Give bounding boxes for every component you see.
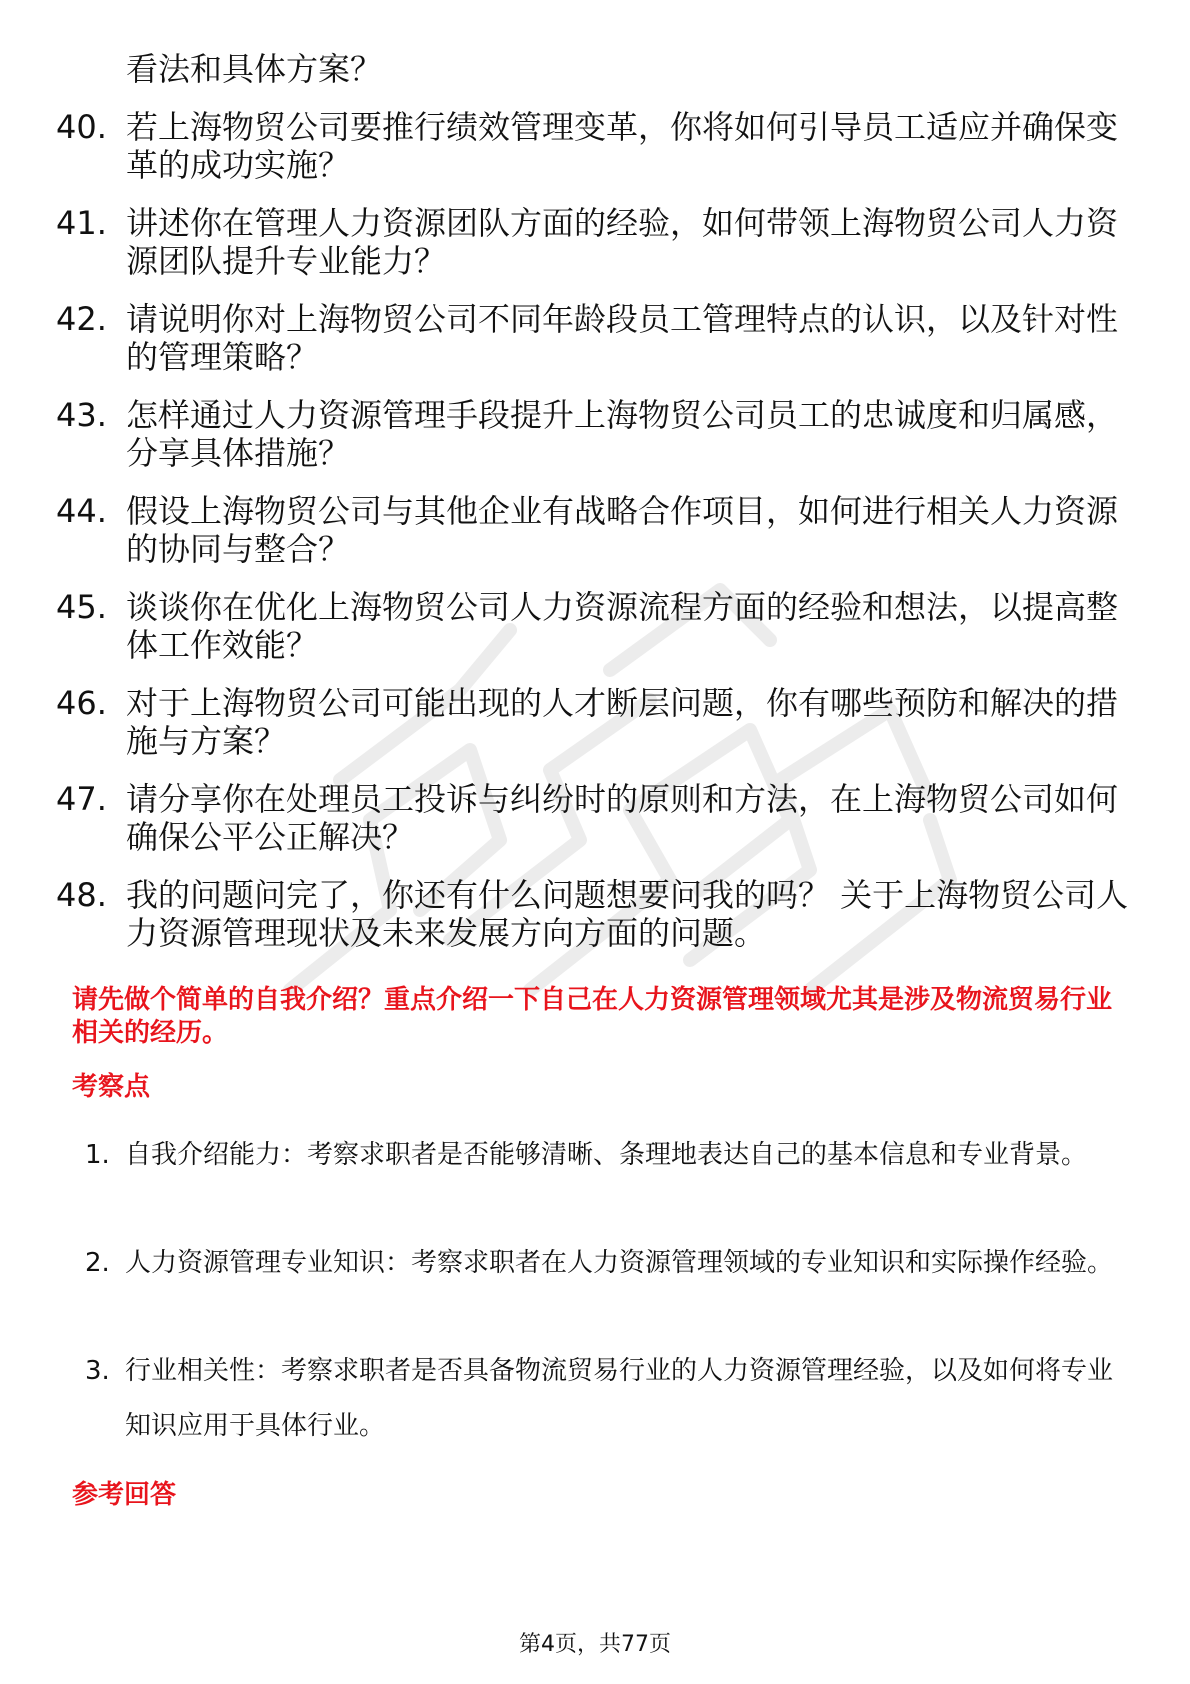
question-number: 43.	[56, 396, 107, 434]
question-number: 40.	[56, 108, 107, 146]
question-text: 谈谈你在优化上海物贸公司人力资源流程方面的经验和想法，以提高整体工作效能？	[126, 588, 1119, 664]
examine-point	[85, 1236, 1135, 1291]
page-footer: 第4页，共77页	[519, 1632, 671, 1657]
section-heading-examine: 考察点	[72, 1072, 151, 1102]
question-text: 看法和具体方案？	[126, 50, 383, 88]
question-text: 怎样通过人力资源管理手段提升上海物贸公司员工的忠诚度和归属感，分享具体措施？	[126, 396, 1119, 472]
point-text: 自我介绍能力：考察求职者是否能够清晰、条理地表达自己的基本信息和专业背景。	[125, 1140, 1088, 1170]
question-number: 48.	[56, 876, 107, 914]
question-text: 请说明你对上海物贸公司不同年龄段员工管理特点的认识，以及针对性的管理策略？	[126, 300, 1119, 376]
question-item	[56, 876, 1146, 952]
question-item	[56, 492, 1146, 568]
point-number: 3.	[85, 1356, 110, 1386]
question-number: 44.	[56, 492, 107, 530]
question-text: 若上海物贸公司要推行绩效管理变革，你将如何引导员工适应并确保变革的成功实施？	[126, 108, 1119, 184]
question-item	[56, 396, 1146, 472]
prompt-question: 请先做个简单的自我介绍？重点介绍一下自己在人力资源管理领域尤其是涉及物流贸易行业相关的经历。	[72, 985, 1113, 1048]
question-text: 请分享你在处理员工投诉与纠纷时的原则和方法，在上海物贸公司如何确保公平公正解决？	[126, 780, 1119, 856]
question-text: 对于上海物贸公司可能出现的人才断层问题，你有哪些预防和解决的措施与方案？	[126, 684, 1119, 760]
point-number: 2.	[85, 1248, 110, 1278]
question-number: 46.	[56, 684, 107, 722]
question-item	[56, 780, 1146, 856]
question-number: 42.	[56, 300, 107, 338]
question-number: 47.	[56, 780, 107, 818]
question-item	[56, 588, 1146, 664]
examine-point	[85, 1128, 1135, 1183]
question-number: 41.	[56, 204, 107, 242]
question-text: 我的问题问完了，你还有什么问题想要问我的吗？ 关于上海物贸公司人力资源管理现状及未来发展方向方面的问题。	[126, 876, 1129, 952]
question-text: 讲述你在管理人力资源团队方面的经验，如何带领上海物贸公司人力资源团队提升专业能力？	[126, 204, 1119, 280]
question-item	[56, 684, 1146, 760]
question-number: 45.	[56, 588, 107, 626]
question-item	[56, 300, 1146, 376]
question-item	[56, 50, 1146, 88]
point-number: 1.	[85, 1140, 110, 1170]
question-item	[56, 108, 1146, 184]
question-text: 假设上海物贸公司与其他企业有战略合作项目，如何进行相关人力资源的协同与整合？	[126, 492, 1119, 568]
examine-point	[85, 1344, 1135, 1454]
point-text: 人力资源管理专业知识：考察求职者在人力资源管理领域的专业知识和实际操作经验。	[125, 1248, 1114, 1278]
point-text: 行业相关性：考察求职者是否具备物流贸易行业的人力资源管理经验，以及如何将专业知识应用于具体行业。	[125, 1356, 1114, 1441]
section-heading-answer: 参考回答	[72, 1480, 177, 1510]
question-item	[56, 204, 1146, 280]
